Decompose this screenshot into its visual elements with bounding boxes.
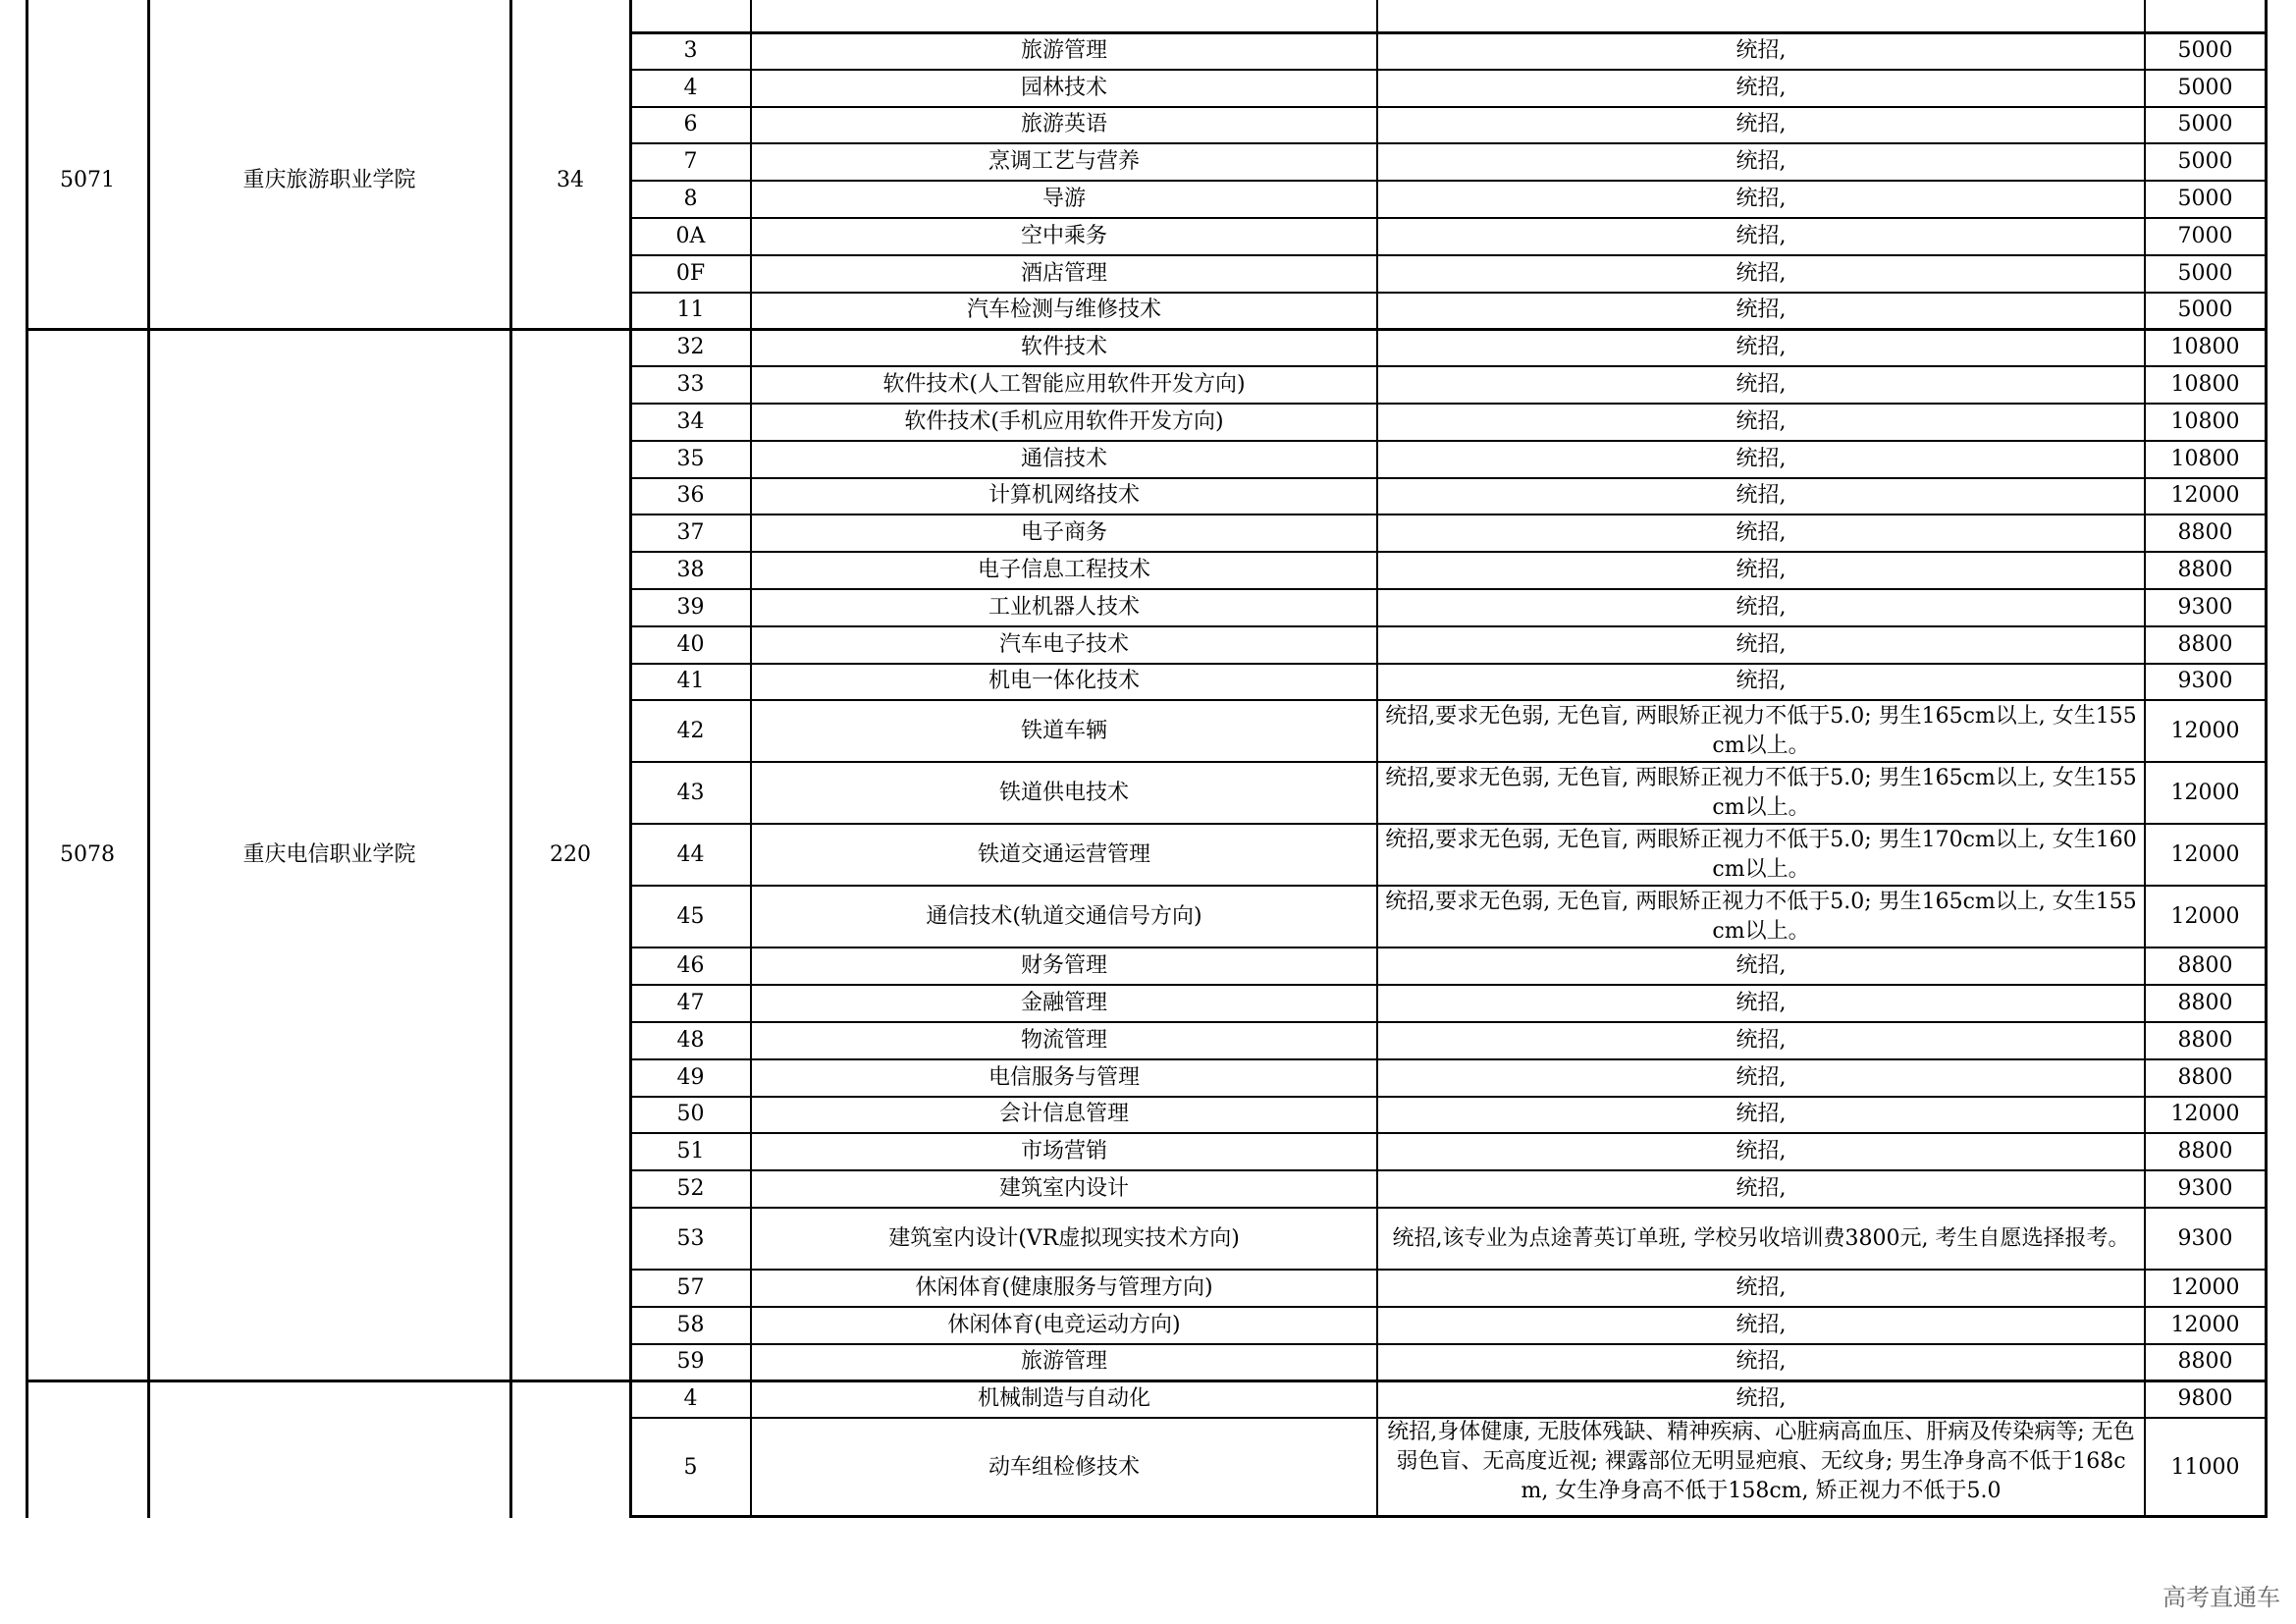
major-code-cell: 46 <box>676 953 705 979</box>
major-note-cell: 统招, <box>1735 372 1787 398</box>
major-name-cell: 软件技术(手机应用软件开发方向) <box>904 408 1224 434</box>
major-note-cell: 统招, <box>1735 1064 1787 1090</box>
tuition-cell: 9800 <box>2177 1386 2233 1412</box>
tuition-cell: 5000 <box>2177 112 2233 137</box>
school-name-cell: 重庆旅游职业学院 <box>242 168 416 193</box>
major-note-cell: 统招, <box>1735 1102 1787 1127</box>
major-name-cell: 铁道供电技术 <box>998 780 1129 805</box>
school-name-cell: 重庆电信职业学院 <box>242 841 416 867</box>
major-code-cell: 5 <box>683 1454 698 1480</box>
major-name-cell: 机电一体化技术 <box>988 669 1140 694</box>
major-code-cell: 39 <box>676 594 705 620</box>
major-note-cell: 统招, <box>1735 1274 1787 1300</box>
tuition-cell: 5000 <box>2177 149 2233 175</box>
major-code-cell: 57 <box>676 1274 705 1300</box>
major-name-cell: 软件技术(人工智能应用软件开发方向) <box>882 372 1246 398</box>
major-note-cell: 统招,要求无色弱, 无色盲, 两眼矫正视力不低于5.0; 男生165cm以上, 女生155cm以上。 <box>1385 703 2137 758</box>
major-name-cell: 物流管理 <box>1020 1027 1107 1053</box>
major-name-cell: 通信技术(轨道交通信号方向) <box>926 903 1202 929</box>
school-name-cell <box>148 1380 510 1517</box>
major-note-cell: 统招, <box>1735 112 1787 137</box>
major-code-cell: 34 <box>676 408 705 434</box>
tuition-cell: 9300 <box>2177 1225 2233 1251</box>
major-code-cell: 33 <box>676 372 705 398</box>
major-note-cell: 统招, <box>1735 1139 1787 1164</box>
major-code-cell: 45 <box>676 903 705 929</box>
major-code-cell: 52 <box>676 1176 705 1202</box>
school-code-cell <box>27 1380 148 1517</box>
watermark: 高考直通车 <box>2163 1584 2280 1611</box>
tuition-cell: 8800 <box>2177 953 2233 979</box>
tuition-cell: 10800 <box>2170 408 2240 434</box>
major-note-cell: 统招, <box>1735 1349 1787 1375</box>
major-note-cell: 统招, <box>1735 75 1787 100</box>
tuition-cell: 12000 <box>2170 903 2240 929</box>
major-code-cell: 35 <box>676 446 705 471</box>
major-note-cell: 统招, <box>1735 558 1787 583</box>
major-name-cell: 金融管理 <box>1020 991 1107 1016</box>
tuition-cell: 12000 <box>2170 1274 2240 1300</box>
major-note-cell: 统招,要求无色弱, 无色盲, 两眼矫正视力不低于5.0; 男生165cm以上, 女生155cm以上。 <box>1385 765 2137 820</box>
tuition-cell: 12000 <box>2170 780 2240 805</box>
major-note-cell: 统招, <box>1735 37 1787 63</box>
tuition-cell: 7000 <box>2177 223 2233 248</box>
major-code-cell: 40 <box>676 631 705 657</box>
tuition-cell: 8800 <box>2177 520 2233 546</box>
tuition-cell: 5000 <box>2177 187 2233 212</box>
major-code-cell: 49 <box>676 1064 705 1090</box>
tuition-cell: 8800 <box>2177 991 2233 1016</box>
plan-count-cell <box>510 1380 630 1517</box>
major-code-cell: 38 <box>676 558 705 583</box>
tuition-cell: 8800 <box>2177 1349 2233 1375</box>
major-code-cell: 50 <box>676 1102 705 1127</box>
tuition-cell: 5000 <box>2177 298 2233 323</box>
major-code-cell: 3 <box>683 37 698 63</box>
tuition-cell: 8800 <box>2177 558 2233 583</box>
major-code-cell: 11 <box>676 298 705 323</box>
major-note-cell: 统招, <box>1735 483 1787 509</box>
major-name-cell: 导游 <box>1041 187 1086 212</box>
major-code-cell: 59 <box>676 1349 705 1375</box>
major-name-cell: 旅游管理 <box>1020 37 1107 63</box>
major-note-cell: 统招, <box>1735 1386 1787 1412</box>
major-name-cell: 汽车检测与维修技术 <box>966 298 1161 323</box>
major-code-cell: 37 <box>676 520 705 546</box>
major-note-cell: 统招,该专业为点途菁英订单班, 学校另收培训费3800元, 考生自愿选择报考。 <box>1392 1225 2130 1251</box>
major-code-cell: 58 <box>676 1312 705 1337</box>
major-name-cell: 工业机器人技术 <box>988 594 1140 620</box>
major-name-cell: 市场营销 <box>1020 1139 1107 1164</box>
tuition-cell: 8800 <box>2177 1027 2233 1053</box>
row-rule <box>630 1515 2266 1518</box>
tuition-cell: 12000 <box>2170 483 2240 509</box>
major-note-cell: 统招, <box>1735 260 1787 286</box>
major-note-cell: 统招, <box>1735 223 1787 248</box>
major-name-cell: 软件技术 <box>1020 335 1107 360</box>
major-code-cell: 48 <box>676 1027 705 1053</box>
major-name-cell: 汽车电子技术 <box>998 631 1129 657</box>
school-code-cell: 5071 <box>60 168 115 193</box>
tuition-cell: 10800 <box>2170 335 2240 360</box>
major-note-cell: 统招, <box>1735 446 1787 471</box>
major-code-cell: 41 <box>676 669 705 694</box>
tuition-cell: 12000 <box>2170 718 2240 743</box>
major-note-cell: 统招, <box>1735 335 1787 360</box>
tuition-cell: 9300 <box>2177 594 2233 620</box>
major-name-cell: 财务管理 <box>1020 953 1107 979</box>
tuition-cell: 5000 <box>2177 260 2233 286</box>
tuition-cell: 10800 <box>2170 446 2240 471</box>
major-name-cell: 旅游管理 <box>1020 1349 1107 1375</box>
major-note-cell: 统招, <box>1735 669 1787 694</box>
major-name-cell: 电子信息工程技术 <box>977 558 1150 583</box>
tuition-cell: 8800 <box>2177 631 2233 657</box>
major-name-cell: 动车组检修技术 <box>988 1454 1140 1480</box>
major-code-cell: 6 <box>683 112 698 137</box>
major-name-cell: 休闲体育(电竞运动方向) <box>947 1312 1181 1337</box>
major-name-cell: 休闲体育(健康服务与管理方向) <box>915 1274 1213 1300</box>
major-code-cell: 43 <box>676 780 705 805</box>
major-code-cell: 32 <box>676 335 705 360</box>
major-note-cell: 统招, <box>1735 408 1787 434</box>
major-name-cell: 会计信息管理 <box>998 1102 1129 1127</box>
tuition-cell: 8800 <box>2177 1139 2233 1164</box>
major-code-cell: 4 <box>683 75 698 100</box>
tuition-cell: 11000 <box>2170 1454 2240 1480</box>
major-name-cell: 空中乘务 <box>1020 223 1107 248</box>
major-name-cell: 旅游英语 <box>1020 112 1107 137</box>
major-note-cell: 统招,身体健康, 无肢体残缺、精神疾病、心脏病高血压、肝病及传染病等; 无色弱色盲、无高度近视; 裸露部位无明显疤痕、无纹身; 男生净身高不低于168cm, 女生净身高不低于158cm, 矫正视力不低于5.0 <box>1387 1420 2135 1504</box>
major-code-cell: 0F <box>675 260 706 286</box>
major-name-cell: 园林技术 <box>1020 75 1107 100</box>
major-name-cell: 电信服务与管理 <box>988 1064 1140 1090</box>
major-name-cell: 铁道交通运营管理 <box>977 841 1150 867</box>
major-name-cell: 建筑室内设计(VR虚拟现实技术方向) <box>888 1225 1240 1251</box>
major-note-cell: 统招, <box>1735 520 1787 546</box>
major-note-cell: 统招, <box>1735 953 1787 979</box>
major-note-cell: 统招,要求无色弱, 无色盲, 两眼矫正视力不低于5.0; 男生165cm以上, 女生155cm以上。 <box>1385 889 2137 944</box>
major-code-cell: 4 <box>683 1386 698 1412</box>
major-note-cell: 统招, <box>1735 631 1787 657</box>
tuition-cell: 8800 <box>2177 1064 2233 1090</box>
tuition-cell: 9300 <box>2177 1176 2233 1202</box>
major-name-cell: 建筑室内设计 <box>998 1176 1129 1202</box>
major-code-cell: 8 <box>683 187 698 212</box>
major-code-cell: 44 <box>676 841 705 867</box>
school-code-cell: 5078 <box>60 841 115 867</box>
major-note-cell: 统招, <box>1735 594 1787 620</box>
major-code-cell: 7 <box>683 149 698 175</box>
major-note-cell: 统招, <box>1735 149 1787 175</box>
major-note-cell: 统招, <box>1735 298 1787 323</box>
tuition-cell: 5000 <box>2177 37 2233 63</box>
major-code-cell: 53 <box>676 1225 705 1251</box>
plan-count-cell: 220 <box>550 841 591 867</box>
plan-count-cell: 34 <box>557 168 584 193</box>
major-note-cell: 统招, <box>1735 1027 1787 1053</box>
major-name-cell: 酒店管理 <box>1020 260 1107 286</box>
major-note-cell: 统招,要求无色弱, 无色盲, 两眼矫正视力不低于5.0; 男生170cm以上, 女生160cm以上。 <box>1385 827 2137 882</box>
major-name-cell: 铁道车辆 <box>1020 718 1107 743</box>
tuition-cell: 12000 <box>2170 1312 2240 1337</box>
tuition-cell: 5000 <box>2177 75 2233 100</box>
tuition-cell: 10800 <box>2170 372 2240 398</box>
major-code-cell: 42 <box>676 718 705 743</box>
major-name-cell: 机械制造与自动化 <box>977 1386 1150 1412</box>
major-code-cell: 36 <box>676 483 705 509</box>
major-name-cell: 通信技术 <box>1020 446 1107 471</box>
tuition-cell: 12000 <box>2170 1102 2240 1127</box>
tuition-cell: 12000 <box>2170 841 2240 867</box>
major-note-cell: 统招, <box>1735 1176 1787 1202</box>
tuition-cell: 9300 <box>2177 669 2233 694</box>
major-code-cell: 47 <box>676 991 705 1016</box>
major-name-cell: 烹调工艺与营养 <box>988 149 1140 175</box>
major-note-cell: 统招, <box>1735 991 1787 1016</box>
major-note-cell: 统招, <box>1735 1312 1787 1337</box>
major-name-cell: 电子商务 <box>1020 520 1107 546</box>
major-name-cell: 计算机网络技术 <box>988 483 1140 509</box>
major-code-cell: 51 <box>676 1139 705 1164</box>
major-code-cell: 0A <box>675 223 706 248</box>
major-note-cell: 统招, <box>1735 187 1787 212</box>
